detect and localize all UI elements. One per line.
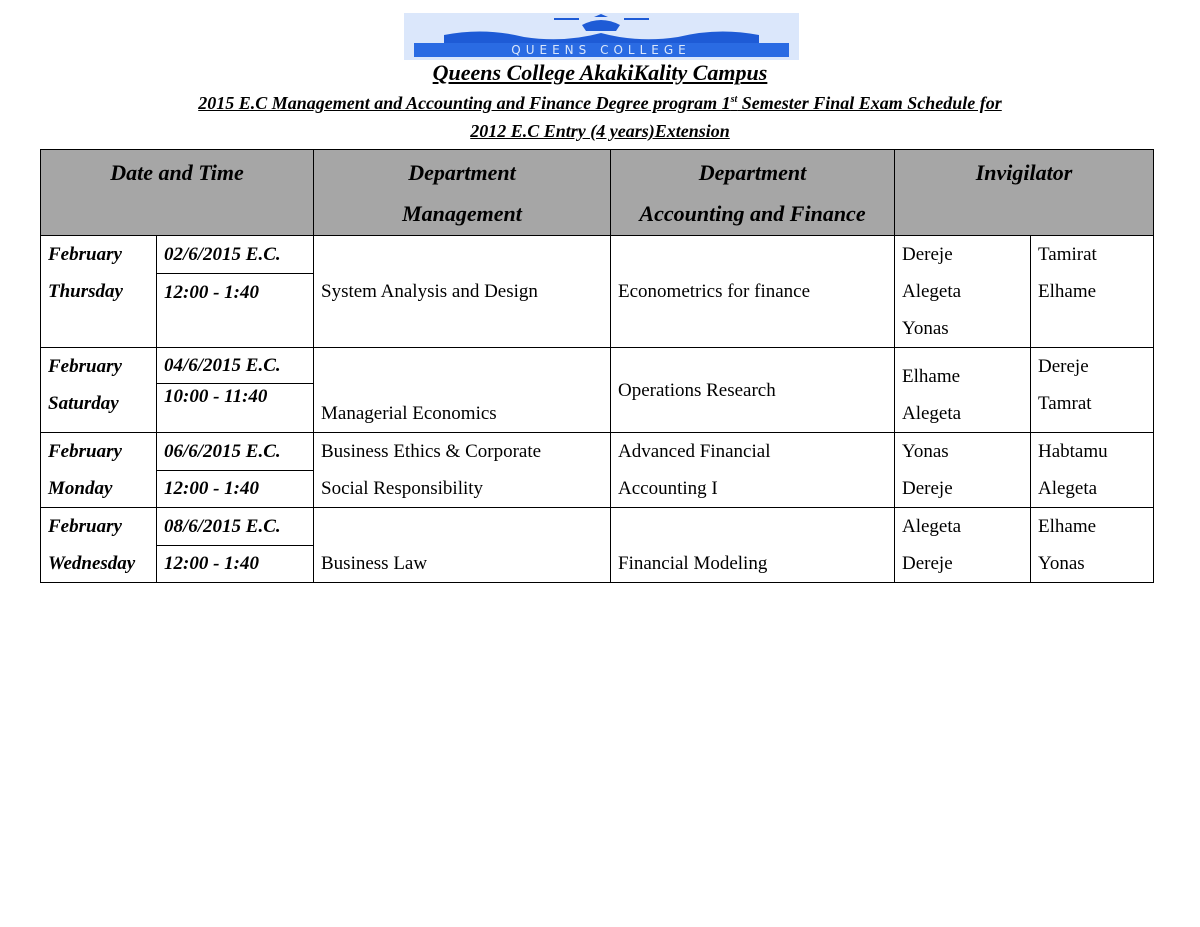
header-accounting: Department Accounting and Finance bbox=[611, 150, 895, 236]
invigilator-cell: Dereje Alegeta Yonas bbox=[895, 236, 1031, 348]
invigilator-cell: Elhame Yonas bbox=[1031, 508, 1154, 583]
date-cell: 02/6/2015 E.C. bbox=[157, 236, 314, 274]
exam-schedule-table bbox=[40, 149, 1154, 583]
day-cell: February Saturday bbox=[41, 348, 157, 433]
campus-title: Queens College AkakiKality Campus bbox=[432, 60, 768, 85]
table-row bbox=[41, 236, 1154, 274]
invigilator-cell: Elhame Alegeta bbox=[895, 348, 1031, 433]
accounting-course: Operations Research bbox=[611, 348, 895, 433]
invigilator-cell: Habtamu Alegeta bbox=[1031, 433, 1154, 508]
header-invigilator: Invigilator bbox=[895, 150, 1154, 236]
time-cell: 12:00 - 1:40 bbox=[157, 545, 314, 583]
schedule-subtitle: 2015 E.C Management and Accounting and Finance Degree program 1st Semester Final Exam Schedule for bbox=[198, 93, 1002, 113]
schedule-subtitle-line2: 2012 E.C Entry (4 years)Extension bbox=[470, 121, 730, 141]
queens-college-logo bbox=[404, 13, 799, 60]
svg-text:QUEENS COLLEGE: QUEENS COLLEGE bbox=[511, 43, 691, 57]
date-cell: 04/6/2015 E.C. bbox=[157, 348, 314, 384]
time-cell: 12:00 - 1:40 bbox=[157, 274, 314, 312]
table-row bbox=[41, 508, 1154, 546]
time-cell: 12:00 - 1:40 bbox=[157, 470, 314, 508]
accounting-course: Econometrics for finance bbox=[611, 236, 895, 348]
management-course: Business Ethics & Corporate Social Responsibility bbox=[314, 433, 611, 508]
date-cell: 08/6/2015 E.C. bbox=[157, 508, 314, 546]
accounting-course: Advanced Financial Accounting I bbox=[611, 433, 895, 508]
day-cell: February Wednesday bbox=[41, 508, 157, 583]
day-cell: February Thursday bbox=[41, 236, 157, 348]
time-cell: 10:00 - 11:40 bbox=[157, 384, 314, 433]
date-cell: 06/6/2015 E.C. bbox=[157, 433, 314, 471]
day-cell: February Monday bbox=[41, 433, 157, 508]
header-date-time: Date and Time bbox=[41, 150, 314, 236]
management-course: Business Law bbox=[314, 508, 611, 583]
management-course: System Analysis and Design bbox=[314, 236, 611, 348]
table-header-row bbox=[41, 150, 1154, 236]
table-row bbox=[41, 433, 1154, 471]
invigilator-cell: Tamirat Elhame bbox=[1031, 236, 1154, 348]
invigilator-cell: Dereje Tamrat bbox=[1031, 348, 1154, 433]
invigilator-cell: Yonas Dereje bbox=[895, 433, 1031, 508]
accounting-course: Financial Modeling bbox=[611, 508, 895, 583]
table-row bbox=[41, 348, 1154, 384]
invigilator-cell: Alegeta Dereje bbox=[895, 508, 1031, 583]
header-management: Department Management bbox=[314, 150, 611, 236]
management-course: Managerial Economics bbox=[314, 348, 611, 433]
